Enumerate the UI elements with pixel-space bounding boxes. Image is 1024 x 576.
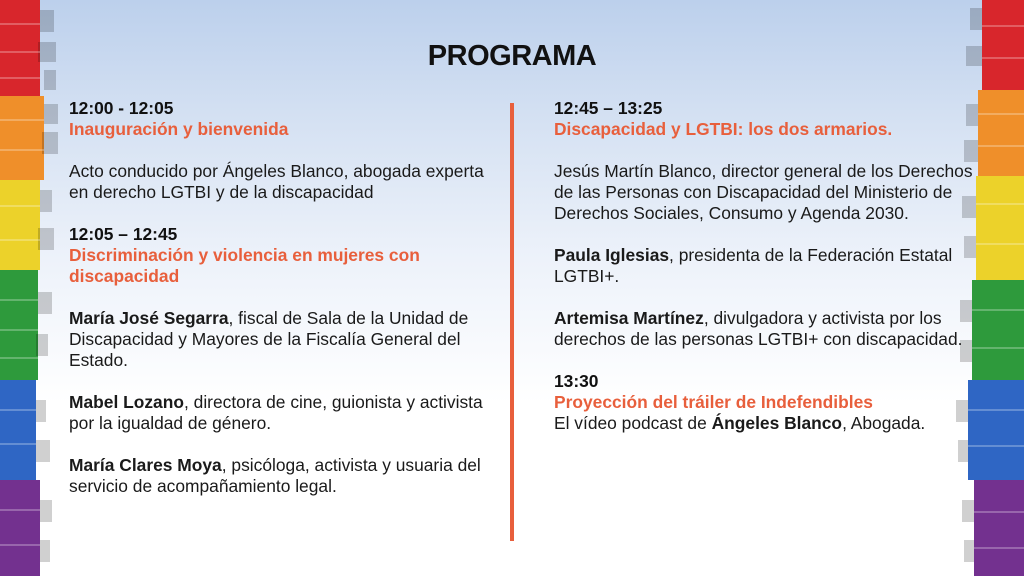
speaker-role: , directora de cine, guionista y activista por la igualdad de género. [69, 392, 483, 433]
speaker-role: , psicóloga, activista y usuaria del servicio de acompañamiento legal. [69, 455, 481, 496]
speaker-entry [69, 455, 489, 497]
speaker-entry [554, 308, 974, 350]
line-prefix: El vídeo podcast de [554, 413, 712, 433]
left-column [69, 98, 489, 518]
line-suffix: , Abogada. [842, 413, 926, 433]
session-heading: Proyección del tráiler de Indefendibles [554, 392, 873, 412]
session-time: 13:30 [554, 371, 599, 391]
speaker-name: Artemisa Martínez [554, 308, 704, 328]
session-description: Acto conducido por Ángeles Blanco, abogada experta en derecho LGTBI y de la discapacidad [69, 161, 484, 202]
session-time: 12:45 – 13:25 [554, 98, 663, 118]
page-title: PROGRAMA [427, 40, 597, 72]
speaker-entry [69, 392, 489, 434]
session-description: Jesús Martín Blanco, director general de los Derechos de las Personas con Discapacidad del Ministerio de Derechos Sociales, Consumo y Agenda 2030. [554, 161, 973, 223]
speaker-role: , presidenta de la Federación Estatal LGTBI+. [554, 245, 953, 286]
session-heading: Discriminación y violencia en mujeres con discapacidad [69, 245, 420, 286]
rainbow-wall-left [0, 0, 62, 576]
session-line [554, 413, 974, 434]
speaker-name: María José Segarra [69, 308, 229, 328]
speaker-entry [554, 245, 974, 287]
speaker-role: , fiscal de Sala de la Unidad de Discapacidad y Mayores de la Fiscalía General del Estado. [69, 308, 469, 370]
session-two-closets [554, 98, 974, 350]
speaker-name: Paula Iglesias [554, 245, 670, 265]
speaker-role: , divulgadora y activista por los derechos de las personas LGTBI+ con discapacidad. [554, 308, 963, 349]
session-time: 12:05 – 12:45 [69, 224, 178, 244]
column-divider [510, 103, 514, 541]
line-name: Ángeles Blanco [711, 413, 843, 433]
speaker-name: Mabel Lozano [69, 392, 184, 412]
session-heading: Inauguración y bienvenida [69, 119, 289, 139]
session-time: 12:00 - 12:05 [69, 98, 174, 118]
speaker-name: María Clares Moya [69, 455, 222, 475]
speaker-entry [69, 308, 489, 371]
session-heading: Discapacidad y LGTBI: los dos armarios. [554, 119, 893, 139]
session-opening [69, 98, 489, 203]
session-trailer [554, 371, 974, 434]
right-column [554, 98, 974, 455]
session-discrimination [69, 224, 489, 497]
